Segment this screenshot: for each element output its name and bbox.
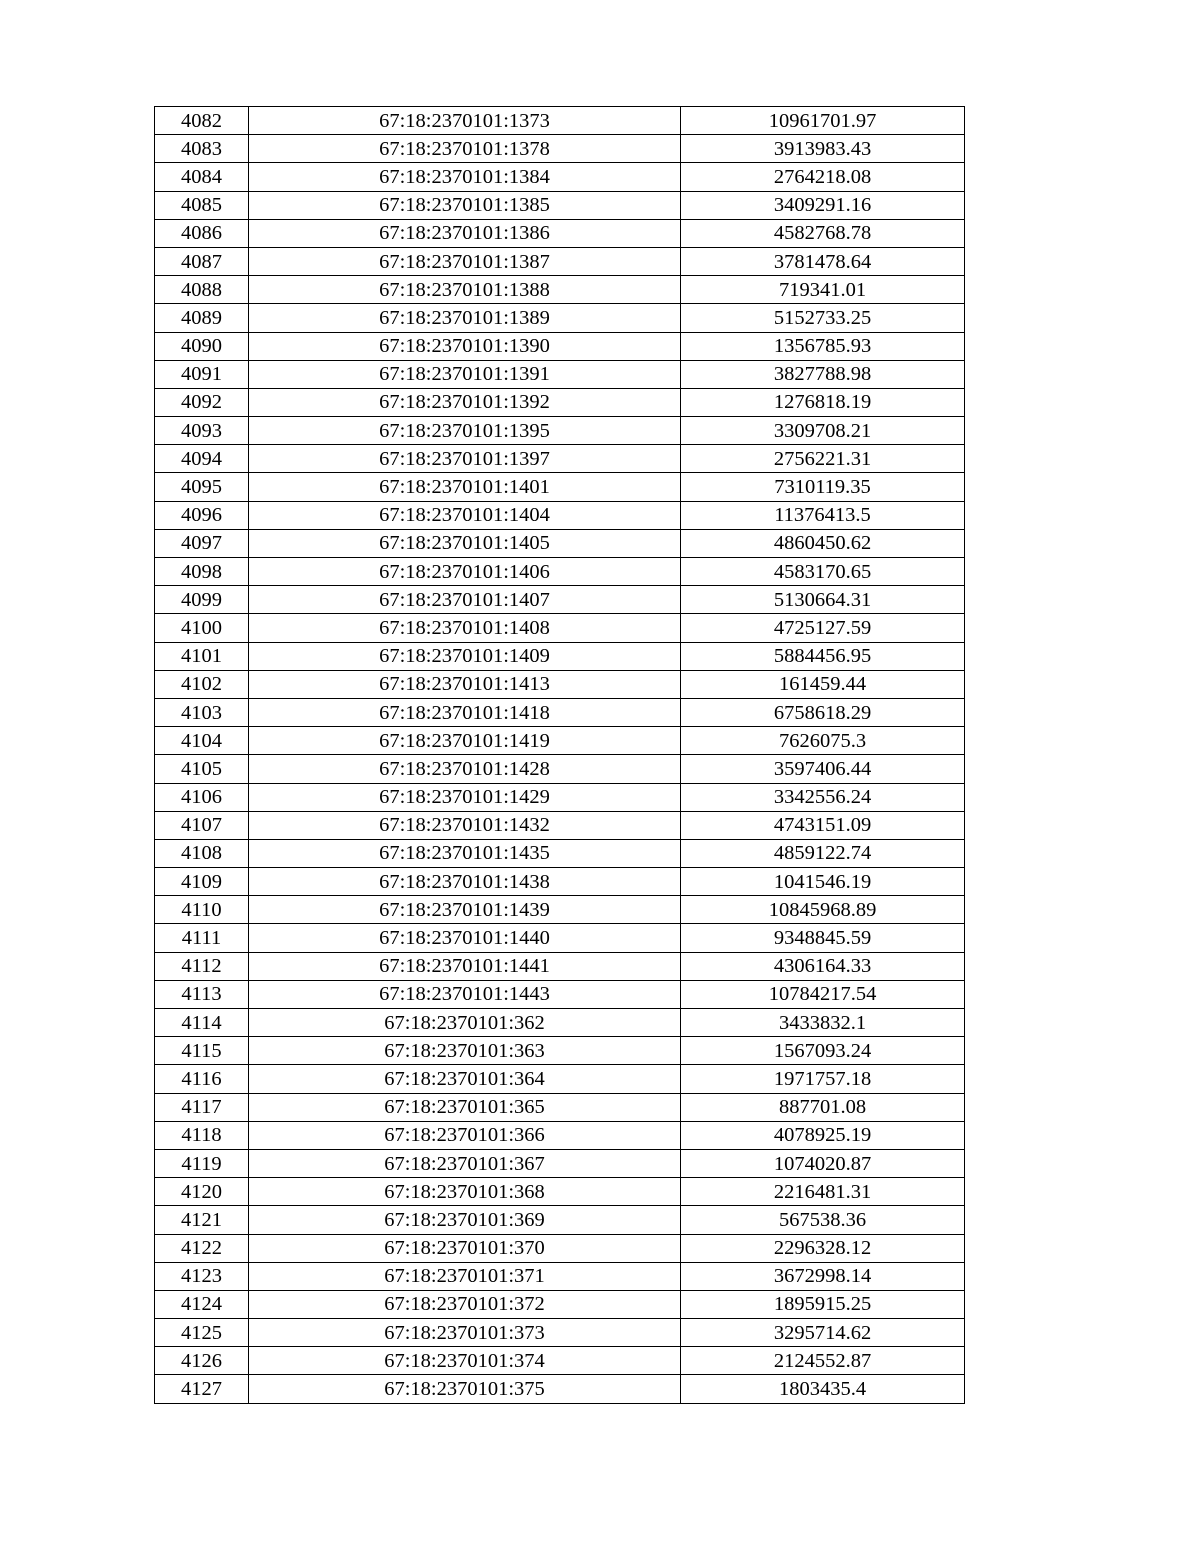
cadastral-number-cell: 67:18:2370101:1395 bbox=[249, 417, 681, 445]
cadastral-value-cell: 4306164.33 bbox=[681, 952, 965, 980]
cadastral-value-cell: 719341.01 bbox=[681, 276, 965, 304]
table-row bbox=[155, 501, 965, 529]
table-body bbox=[155, 107, 965, 1404]
table-row bbox=[155, 1121, 965, 1149]
cadastral-number-cell: 67:18:2370101:1418 bbox=[249, 698, 681, 726]
row-number-cell: 4101 bbox=[155, 642, 249, 670]
cadastral-value-cell: 2756221.31 bbox=[681, 445, 965, 473]
row-number-cell: 4125 bbox=[155, 1319, 249, 1347]
cadastral-value-cell: 7310119.35 bbox=[681, 473, 965, 501]
cadastral-value-cell: 1895915.25 bbox=[681, 1290, 965, 1318]
cadastral-value-cell: 161459.44 bbox=[681, 670, 965, 698]
row-number-cell: 4115 bbox=[155, 1037, 249, 1065]
row-number-cell: 4107 bbox=[155, 811, 249, 839]
table-row bbox=[155, 698, 965, 726]
table-row bbox=[155, 445, 965, 473]
row-number-cell: 4120 bbox=[155, 1178, 249, 1206]
row-number-cell: 4124 bbox=[155, 1290, 249, 1318]
cadastral-value-cell: 4583170.65 bbox=[681, 558, 965, 586]
cadastral-value-cell: 3913983.43 bbox=[681, 135, 965, 163]
table-row bbox=[155, 811, 965, 839]
cadastral-number-cell: 67:18:2370101:1406 bbox=[249, 558, 681, 586]
cadastral-number-cell: 67:18:2370101:1435 bbox=[249, 839, 681, 867]
cadastral-number-cell: 67:18:2370101:1386 bbox=[249, 219, 681, 247]
cadastral-value-cell: 567538.36 bbox=[681, 1206, 965, 1234]
cadastral-value-cell: 4860450.62 bbox=[681, 529, 965, 557]
table-row bbox=[155, 896, 965, 924]
table-row bbox=[155, 1347, 965, 1375]
row-number-cell: 4097 bbox=[155, 529, 249, 557]
cadastral-value-cell: 3309708.21 bbox=[681, 417, 965, 445]
table-row bbox=[155, 558, 965, 586]
row-number-cell: 4106 bbox=[155, 783, 249, 811]
cadastral-number-cell: 67:18:2370101:1429 bbox=[249, 783, 681, 811]
table-row bbox=[155, 1290, 965, 1318]
cadastral-value-cell: 3433832.1 bbox=[681, 1009, 965, 1037]
cadastral-value-cell: 2216481.31 bbox=[681, 1178, 965, 1206]
table-row bbox=[155, 1149, 965, 1177]
cadastral-number-cell: 67:18:2370101:1443 bbox=[249, 980, 681, 1008]
table-row bbox=[155, 586, 965, 614]
cadastral-number-cell: 67:18:2370101:1441 bbox=[249, 952, 681, 980]
cadastral-number-cell: 67:18:2370101:373 bbox=[249, 1319, 681, 1347]
cadastral-number-cell: 67:18:2370101:367 bbox=[249, 1149, 681, 1177]
row-number-cell: 4090 bbox=[155, 332, 249, 360]
row-number-cell: 4108 bbox=[155, 839, 249, 867]
row-number-cell: 4096 bbox=[155, 501, 249, 529]
cadastral-number-cell: 67:18:2370101:1373 bbox=[249, 107, 681, 135]
cadastral-value-cell: 4078925.19 bbox=[681, 1121, 965, 1149]
cadastral-number-cell: 67:18:2370101:1389 bbox=[249, 304, 681, 332]
cadastral-number-cell: 67:18:2370101:1385 bbox=[249, 191, 681, 219]
cadastral-value-cell: 3295714.62 bbox=[681, 1319, 965, 1347]
table-row bbox=[155, 473, 965, 501]
row-number-cell: 4121 bbox=[155, 1206, 249, 1234]
table-row bbox=[155, 360, 965, 388]
cadastral-value-cell: 5884456.95 bbox=[681, 642, 965, 670]
table-row bbox=[155, 388, 965, 416]
cadastral-value-cell: 2764218.08 bbox=[681, 163, 965, 191]
cadastral-number-cell: 67:18:2370101:1405 bbox=[249, 529, 681, 557]
table-row bbox=[155, 1206, 965, 1234]
table-row bbox=[155, 1009, 965, 1037]
row-number-cell: 4110 bbox=[155, 896, 249, 924]
row-number-cell: 4084 bbox=[155, 163, 249, 191]
row-number-cell: 4092 bbox=[155, 388, 249, 416]
table-row bbox=[155, 670, 965, 698]
table-row bbox=[155, 1262, 965, 1290]
cadastral-value-cell: 10784217.54 bbox=[681, 980, 965, 1008]
row-number-cell: 4114 bbox=[155, 1009, 249, 1037]
row-number-cell: 4123 bbox=[155, 1262, 249, 1290]
cadastral-number-cell: 67:18:2370101:1432 bbox=[249, 811, 681, 839]
row-number-cell: 4091 bbox=[155, 360, 249, 388]
table-row bbox=[155, 135, 965, 163]
cadastral-value-cell: 3827788.98 bbox=[681, 360, 965, 388]
cadastral-number-cell: 67:18:2370101:1387 bbox=[249, 247, 681, 275]
row-number-cell: 4088 bbox=[155, 276, 249, 304]
table-row bbox=[155, 1234, 965, 1262]
row-number-cell: 4094 bbox=[155, 445, 249, 473]
row-number-cell: 4095 bbox=[155, 473, 249, 501]
cadastral-value-cell: 887701.08 bbox=[681, 1093, 965, 1121]
cadastral-number-cell: 67:18:2370101:372 bbox=[249, 1290, 681, 1318]
table-row bbox=[155, 1093, 965, 1121]
cadastral-number-cell: 67:18:2370101:364 bbox=[249, 1065, 681, 1093]
table-row bbox=[155, 163, 965, 191]
table-row bbox=[155, 219, 965, 247]
cadastral-number-cell: 67:18:2370101:1384 bbox=[249, 163, 681, 191]
cadastral-number-cell: 67:18:2370101:1408 bbox=[249, 614, 681, 642]
cadastral-number-cell: 67:18:2370101:371 bbox=[249, 1262, 681, 1290]
cadastral-number-cell: 67:18:2370101:1392 bbox=[249, 388, 681, 416]
row-number-cell: 4085 bbox=[155, 191, 249, 219]
table-row bbox=[155, 755, 965, 783]
row-number-cell: 4112 bbox=[155, 952, 249, 980]
cadastral-value-cell: 10845968.89 bbox=[681, 896, 965, 924]
row-number-cell: 4113 bbox=[155, 980, 249, 1008]
table-row bbox=[155, 868, 965, 896]
row-number-cell: 4127 bbox=[155, 1375, 249, 1403]
cadastral-value-cell: 7626075.3 bbox=[681, 727, 965, 755]
cadastral-value-cell: 1074020.87 bbox=[681, 1149, 965, 1177]
table-row bbox=[155, 1375, 965, 1403]
table-row bbox=[155, 783, 965, 811]
table-row bbox=[155, 952, 965, 980]
cadastral-number-cell: 67:18:2370101:1419 bbox=[249, 727, 681, 755]
row-number-cell: 4099 bbox=[155, 586, 249, 614]
cadastral-number-cell: 67:18:2370101:1409 bbox=[249, 642, 681, 670]
row-number-cell: 4118 bbox=[155, 1121, 249, 1149]
table-row bbox=[155, 924, 965, 952]
cadastral-value-cell: 3597406.44 bbox=[681, 755, 965, 783]
row-number-cell: 4104 bbox=[155, 727, 249, 755]
cadastral-value-cell: 5152733.25 bbox=[681, 304, 965, 332]
cadastral-number-cell: 67:18:2370101:1388 bbox=[249, 276, 681, 304]
cadastral-number-cell: 67:18:2370101:365 bbox=[249, 1093, 681, 1121]
row-number-cell: 4116 bbox=[155, 1065, 249, 1093]
row-number-cell: 4103 bbox=[155, 698, 249, 726]
cadastral-value-cell: 1567093.24 bbox=[681, 1037, 965, 1065]
row-number-cell: 4089 bbox=[155, 304, 249, 332]
table-row bbox=[155, 107, 965, 135]
table-row bbox=[155, 614, 965, 642]
cadastral-number-cell: 67:18:2370101:1390 bbox=[249, 332, 681, 360]
cadastral-number-cell: 67:18:2370101:1407 bbox=[249, 586, 681, 614]
row-number-cell: 4082 bbox=[155, 107, 249, 135]
cadastral-number-cell: 67:18:2370101:369 bbox=[249, 1206, 681, 1234]
cadastral-number-cell: 67:18:2370101:1378 bbox=[249, 135, 681, 163]
row-number-cell: 4086 bbox=[155, 219, 249, 247]
table-row bbox=[155, 642, 965, 670]
row-number-cell: 4111 bbox=[155, 924, 249, 952]
row-number-cell: 4109 bbox=[155, 868, 249, 896]
table-row bbox=[155, 727, 965, 755]
table-row bbox=[155, 332, 965, 360]
row-number-cell: 4102 bbox=[155, 670, 249, 698]
cadastral-value-cell: 6758618.29 bbox=[681, 698, 965, 726]
cadastral-number-cell: 67:18:2370101:1440 bbox=[249, 924, 681, 952]
cadastral-value-cell: 1041546.19 bbox=[681, 868, 965, 896]
row-number-cell: 4117 bbox=[155, 1093, 249, 1121]
cadastral-value-cell: 1356785.93 bbox=[681, 332, 965, 360]
table-row bbox=[155, 1037, 965, 1065]
row-number-cell: 4100 bbox=[155, 614, 249, 642]
cadastral-number-cell: 67:18:2370101:1404 bbox=[249, 501, 681, 529]
cadastral-value-cell: 4743151.09 bbox=[681, 811, 965, 839]
table-row bbox=[155, 191, 965, 219]
table-row bbox=[155, 1178, 965, 1206]
cadastral-value-cell: 1276818.19 bbox=[681, 388, 965, 416]
cadastral-number-cell: 67:18:2370101:370 bbox=[249, 1234, 681, 1262]
cadastral-value-cell: 10961701.97 bbox=[681, 107, 965, 135]
cadastral-number-cell: 67:18:2370101:362 bbox=[249, 1009, 681, 1037]
cadastral-value-cell: 1971757.18 bbox=[681, 1065, 965, 1093]
table-row bbox=[155, 1319, 965, 1347]
table-row bbox=[155, 839, 965, 867]
cadastral-value-cell: 2124552.87 bbox=[681, 1347, 965, 1375]
table-row bbox=[155, 529, 965, 557]
cadastral-value-cell: 3781478.64 bbox=[681, 247, 965, 275]
cadastral-value-cell: 4582768.78 bbox=[681, 219, 965, 247]
cadastral-value-cell: 4725127.59 bbox=[681, 614, 965, 642]
table-row bbox=[155, 417, 965, 445]
cadastral-value-cell: 3342556.24 bbox=[681, 783, 965, 811]
table-row bbox=[155, 304, 965, 332]
row-number-cell: 4093 bbox=[155, 417, 249, 445]
table-row bbox=[155, 980, 965, 1008]
cadastral-value-cell: 4859122.74 bbox=[681, 839, 965, 867]
row-number-cell: 4122 bbox=[155, 1234, 249, 1262]
cadastral-value-cell: 2296328.12 bbox=[681, 1234, 965, 1262]
cadastral-number-cell: 67:18:2370101:363 bbox=[249, 1037, 681, 1065]
row-number-cell: 4105 bbox=[155, 755, 249, 783]
cadastral-number-cell: 67:18:2370101:368 bbox=[249, 1178, 681, 1206]
cadastral-value-cell: 5130664.31 bbox=[681, 586, 965, 614]
cadastral-value-cell: 3672998.14 bbox=[681, 1262, 965, 1290]
cadastral-value-cell: 11376413.5 bbox=[681, 501, 965, 529]
cadastral-value-cell: 1803435.4 bbox=[681, 1375, 965, 1403]
table-row bbox=[155, 1065, 965, 1093]
row-number-cell: 4126 bbox=[155, 1347, 249, 1375]
cadastral-value-table bbox=[154, 106, 965, 1404]
cadastral-number-cell: 67:18:2370101:1428 bbox=[249, 755, 681, 783]
cadastral-value-cell: 9348845.59 bbox=[681, 924, 965, 952]
row-number-cell: 4119 bbox=[155, 1149, 249, 1177]
cadastral-number-cell: 67:18:2370101:1439 bbox=[249, 896, 681, 924]
row-number-cell: 4083 bbox=[155, 135, 249, 163]
cadastral-number-cell: 67:18:2370101:366 bbox=[249, 1121, 681, 1149]
row-number-cell: 4098 bbox=[155, 558, 249, 586]
cadastral-value-cell: 3409291.16 bbox=[681, 191, 965, 219]
cadastral-number-cell: 67:18:2370101:375 bbox=[249, 1375, 681, 1403]
cadastral-number-cell: 67:18:2370101:1438 bbox=[249, 868, 681, 896]
table-row bbox=[155, 276, 965, 304]
table-row bbox=[155, 247, 965, 275]
cadastral-number-cell: 67:18:2370101:374 bbox=[249, 1347, 681, 1375]
cadastral-number-cell: 67:18:2370101:1401 bbox=[249, 473, 681, 501]
cadastral-number-cell: 67:18:2370101:1391 bbox=[249, 360, 681, 388]
cadastral-number-cell: 67:18:2370101:1413 bbox=[249, 670, 681, 698]
row-number-cell: 4087 bbox=[155, 247, 249, 275]
cadastral-number-cell: 67:18:2370101:1397 bbox=[249, 445, 681, 473]
